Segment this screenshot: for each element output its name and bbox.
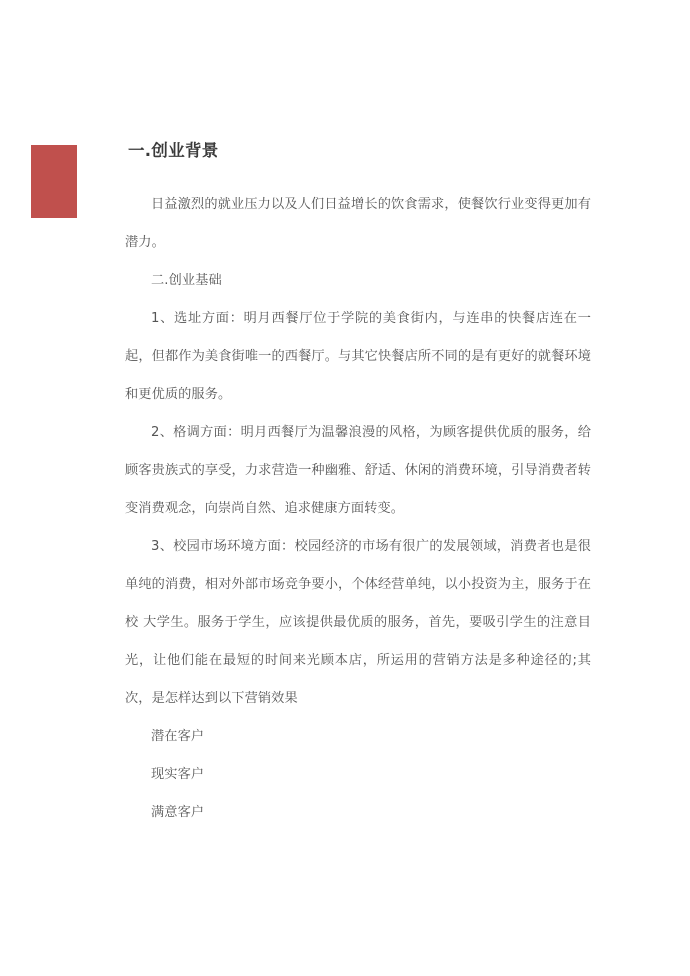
paragraph-intro: 日益激烈的就业压力以及人们日益增长的饮食需求，使餐饮行业变得更加有潜力。 [125,197,591,250]
paragraph-campus-market: 3、校园市场环境方面：校园经济的市场有很广的发展领域，消费者也是很单纯的消费，相对外部市场竞争要小，个体经营单纯，以小投资为主，服务于在校 大学生。服务于学生，应该提供最优质的服务，首先，要吸引学生的注意目光，让他们能在最短的时间来光顾本店，所运用的营销方法是多种途径的;其次，是怎样达到以下营销效果 [125,539,591,706]
list-item-actual-customer: 现实客户 [151,767,205,782]
list-item-satisfied-customer: 满意客户 [151,805,205,820]
spacer [125,164,591,186]
document-body [125,138,591,832]
heading-accent-block [31,145,77,218]
page-title: 一.创业背景 [128,141,219,160]
section-heading-two: 二.创业基础 [151,273,222,288]
paragraph-style: 2、格调方面：明月西餐厅为温馨浪漫的风格，为顾客提供优质的服务，给顾客贵族式的享受，力求营造一种幽雅、舒适、休闲的消费环境，引导消费者转变消费观念，向崇尚自然、追求健康方面转变。 [125,425,591,516]
paragraph-location: 1、选址方面：明月西餐厅位于学院的美食街内，与连串的快餐店连在一起，但都作为美食街唯一的西餐厅。与其它快餐店所不同的是有更好的就餐环境和更优质的服务。 [125,311,591,402]
list-item-potential-customer: 潜在客户 [151,729,205,744]
